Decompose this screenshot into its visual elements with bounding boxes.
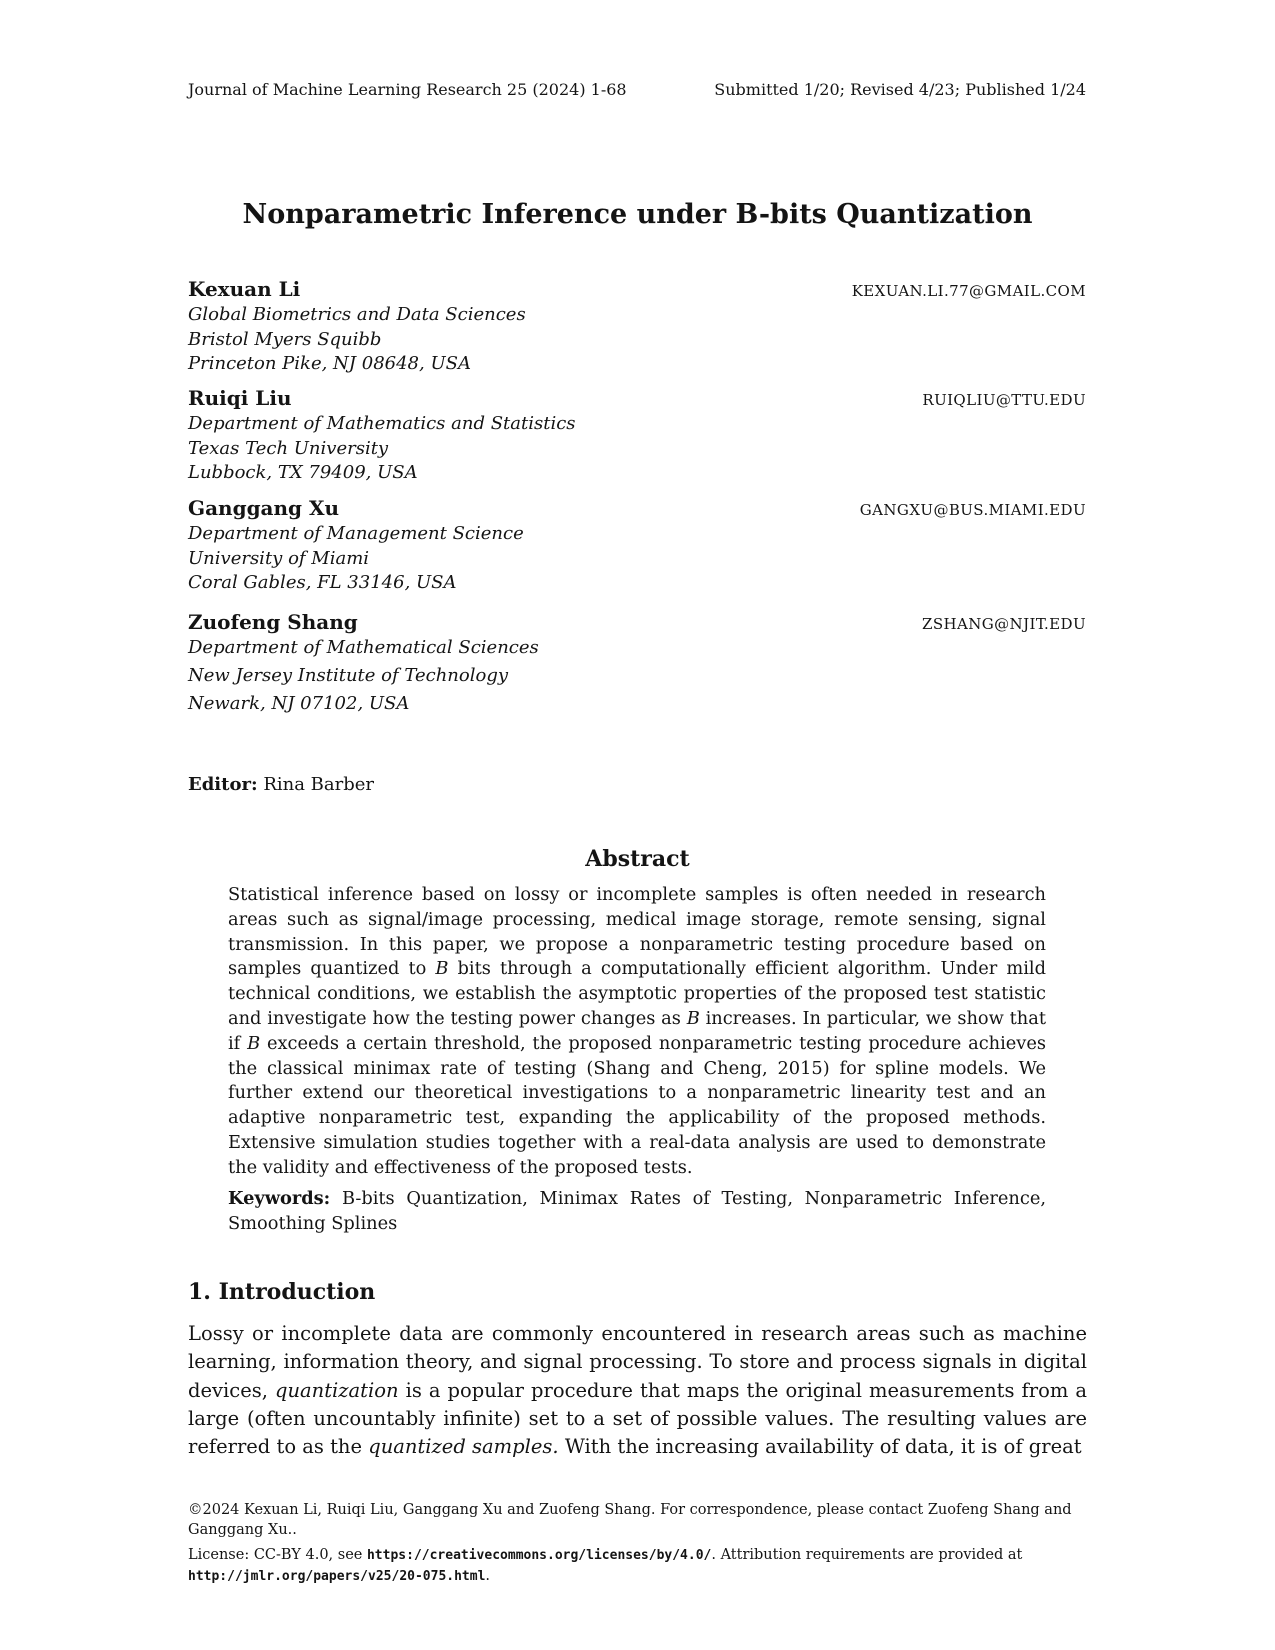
author-email: GANGXU@BUS.MIAMI.EDU [859,501,1086,519]
affiliation-line: Princeton Pike, NJ 08648, USA [188,353,471,374]
author-name: Kexuan Li [188,277,301,301]
paper-link[interactable]: http://jmlr.org/papers/v25/20-075.html [188,1569,486,1584]
paper-title: Nonparametric Inference under B-bits Quantization [242,199,1033,230]
affiliation-line: Department of Mathematical Sciences [188,637,539,658]
keywords-line [228,1187,1046,1237]
affiliation-line: Texas Tech University [188,437,389,459]
author-email: KEXUAN.LI.77@GMAIL.COM [851,282,1086,300]
affiliation-line: Global Biometrics and Data Sciences [188,304,526,325]
affiliation-line: Bristol Myers Squibb [188,328,382,350]
affiliation-line: Lubbock, TX 79409, USA [188,462,418,483]
abstract-heading: Abstract [585,846,690,872]
abstract-body: Statistical inference based on lossy or incomplete samples is often needed in research areas such as signal/image processing, medical image storage, remote sensing, signal transmission. In this paper, we propose a nonparametric testing procedure based on samples quantized to B bits through a computationally efficient algorithm. Under mild technical conditions, we establish the asymptotic properties of the proposed test statistic and investigate how the testing power changes as B increases. In particular, we show that if B exceeds a certain threshold, the proposed nonparametric testing procedure achieves the classical minimax rate of testing (Shang and Cheng, 2015) for spline models. We further extend our theoretical investigations to a nonparametric linearity test and an adaptive nonparametric test, expanding the applicability of the proposed methods. Extensive simulation studies together with a real-data analysis are used to demonstrate the validity and effectiveness of the proposed tests. [228,884,1047,1178]
editor-label: Editor: [188,774,258,795]
affiliation-line: University of Miami [188,547,370,569]
author-name: Ruiqi Liu [188,386,292,410]
affiliation-line: Coral Gables, FL 33146, USA [188,572,457,593]
author-name: Ganggang Xu [188,496,340,520]
copyright-footnote: ©2024 Kexuan Li, Ruiqi Liu, Ganggang Xu and Zuofeng Shang. For correspondence, please contact Zuofeng Shang and Ganggang Xu.. [188,1502,1072,1538]
license-footnote: License: CC-BY 4.0, see https://creativecommons.org/licenses/by/4.0/. Attribution requirements are provided at http://jmlr.org/papers/v25/20-075.html. [188,1547,1023,1584]
author-email: ZSHANG@NJIT.EDU [922,615,1086,633]
journal-header: Journal of Machine Learning Research 25 (2024) 1-68 [188,80,627,99]
affiliation-line: New Jersey Institute of Technology [188,665,509,686]
affiliation-line: Department of Mathematics and Statistics [188,413,576,434]
submission-dates: Submitted 1/20; Revised 4/23; Published 1/24 [714,80,1086,99]
section-heading: 1. Introduction [188,1279,376,1305]
affiliation-line: Newark, NJ 07102, USA [188,693,410,714]
license-link[interactable]: https://creativecommons.org/licenses/by/4.0/ [366,1548,712,1563]
editor-name: Rina Barber [263,774,375,795]
keywords-list: B-bits Quantization, Minimax Rates of Testing, Nonparametric Inference, Smoothing Splines [228,1188,1046,1234]
author-name: Zuofeng Shang [188,610,358,634]
keywords-label: Keywords: [228,1188,331,1209]
affiliation-line: Department of Management Science [188,523,524,544]
editor-line [188,773,374,797]
author-email: RUIQLIU@TTU.EDU [922,391,1086,409]
intro-paragraph: Lossy or incomplete data are commonly encountered in research areas such as machine learning, information theory, and signal processing. To store and process signals in digital devices, quantization is a popular procedure that maps the original measurements from a large (often uncountably infinite) set to a set of possible values. The resulting values are referred to as the quantized samples. With the increasing availability of data, it is of great [188,1322,1087,1459]
